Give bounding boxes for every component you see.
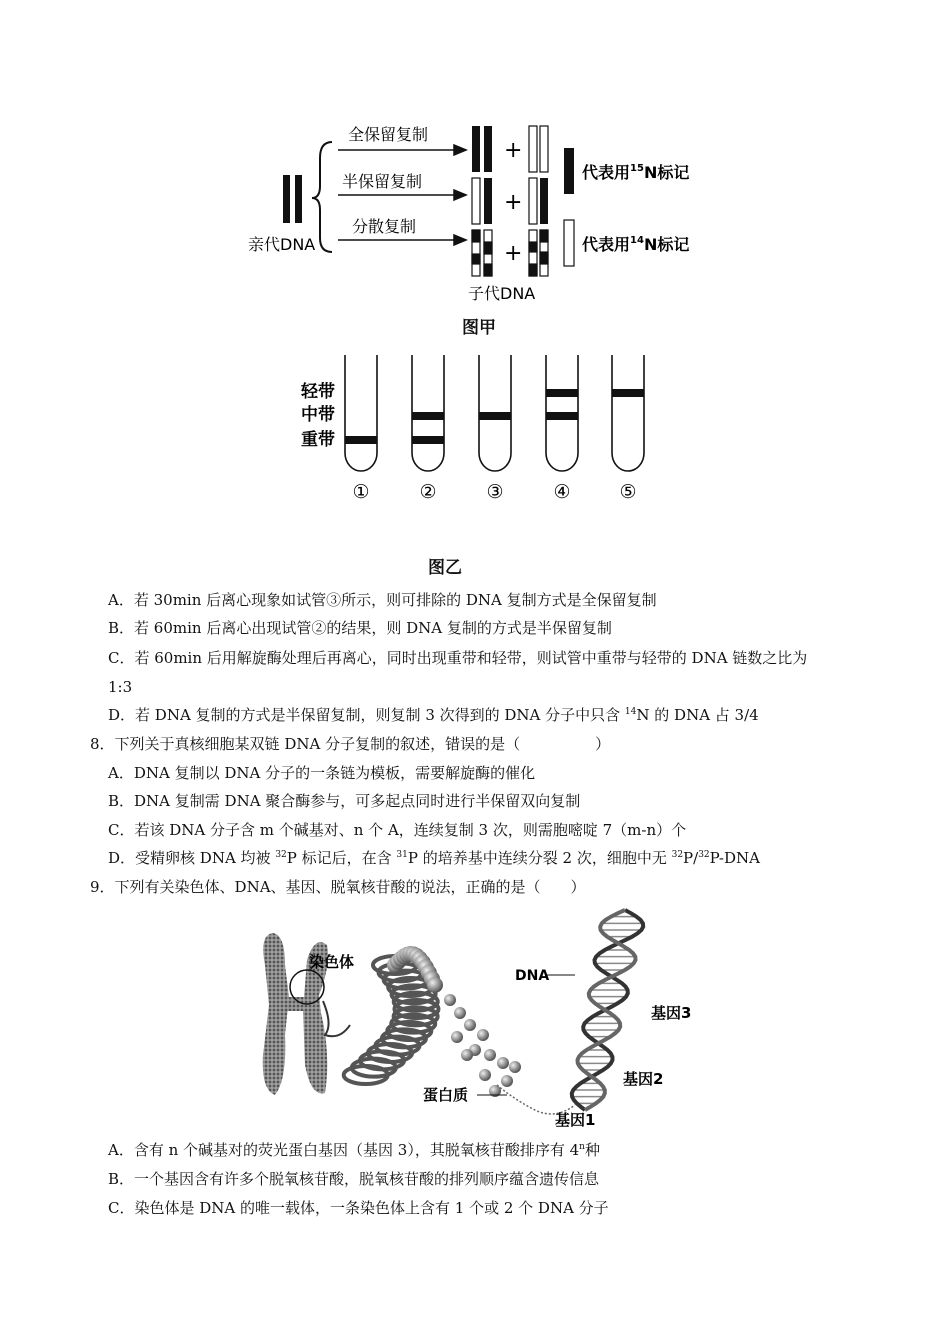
tube-number: ⑤: [619, 481, 637, 503]
nucleosome: [501, 1075, 513, 1087]
nucleosome: [444, 994, 456, 1006]
method-label-dispersive: 分散复制: [352, 217, 417, 236]
parent-dna: [283, 175, 302, 223]
dna-band: [479, 412, 511, 420]
test-tube: [612, 355, 644, 471]
test-tubes: [345, 355, 644, 503]
q8-option-c: C．若该 DNA 分子含 m 个碱基对、n 个 A，连续复制 3 次，则需胞嘧啶 7（m-n）个: [108, 821, 687, 839]
figure-jia: [240, 110, 720, 335]
supercoil-fiber: [344, 946, 443, 1084]
q9-option-b: B．一个基因含有许多个脱氧核苷酸，脱氧核苷酸的排列顺序蕴含遗传信息: [108, 1170, 600, 1188]
nucleosome: [464, 1019, 476, 1031]
figure-yi-caption: 图乙: [428, 558, 462, 578]
q7-option-b: B．若 60min 后离心出现试管②的结果，则 DNA 复制的方式是半保留复制: [108, 619, 612, 637]
tube-number: ①: [352, 481, 370, 503]
figure-yi: [295, 350, 655, 510]
legend-15n-label: 代表用$^{15}$N标记: [582, 163, 690, 182]
q9-stem: 9．下列有关染色体、DNA、基因、脱氧核苷酸的说法，正确的是（ ）: [90, 878, 586, 896]
band-label-heavy: 重带: [301, 430, 335, 450]
coil-bead: [427, 977, 443, 993]
q8-option-d: D．受精卵核 DNA 均被 $^{32}$P 标记后，在含 $^{31}$P 的培养基中连续分裂 2 次，细胞中无 $^{32}$P/$^{32}$P-DNA: [108, 849, 760, 867]
q9-option-c: C．染色体是 DNA 的唯一载体，一条染色体上含有 1 个或 2 个 DNA 分子: [108, 1199, 609, 1217]
legend-15n-swatch: [564, 148, 574, 194]
plus-sign: +: [504, 241, 523, 266]
nucleosome: [497, 1057, 509, 1069]
q7-option-c-cont: 1:3: [108, 678, 133, 696]
q9-option-a: A．含有 n 个碱基对的荧光蛋白基因（基因 3），其脱氧核苷酸排序有 4$^n$种: [108, 1141, 600, 1159]
parent-dna-label: 亲代DNA: [248, 235, 316, 254]
method-label-conservative: 全保留复制: [348, 125, 429, 144]
q7-option-d: D．若 DNA 复制的方式是半保留复制，则复制 3 次得到的 DNA 分子中只含 $^{14}$N 的 DNA 占 3/4: [108, 706, 759, 724]
label-gene1: 基因1: [555, 1111, 596, 1129]
label-chromosome: 染色体: [309, 953, 355, 971]
q8-option-b: B．DNA 复制需 DNA 聚合酶参与，可多起点同时进行半保留双向复制: [108, 792, 581, 810]
plus-sign: +: [504, 138, 523, 163]
nucleosome: [509, 1061, 521, 1073]
q8-option-a: A．DNA 复制以 DNA 分子的一条链为模板，需要解旋酶的催化: [108, 764, 536, 782]
nucleosome: [484, 1049, 496, 1061]
dna-band: [546, 412, 578, 420]
chromatin-fiber: [323, 1001, 350, 1036]
figure-jia-caption: 图甲: [462, 318, 496, 338]
dna-band: [412, 412, 444, 420]
dna-band: [546, 389, 578, 397]
chromosome-dna-figure: [245, 905, 715, 1135]
nucleosome: [454, 1007, 466, 1019]
nucleosome: [479, 1069, 491, 1081]
dna-band: [612, 389, 644, 397]
tube-number: ④: [553, 481, 571, 503]
band-label-light: 轻带: [301, 382, 335, 402]
nucleosome: [461, 1049, 473, 1061]
test-tube: [345, 355, 377, 471]
tube-number: ②: [419, 481, 437, 503]
nucleosome-beads: [444, 994, 521, 1097]
legend-14n-swatch: [564, 220, 574, 266]
dna-band: [345, 436, 377, 444]
method-label-semiconservative: 半保留复制: [342, 172, 423, 191]
nucleosome: [477, 1029, 489, 1041]
dna-band: [412, 436, 444, 444]
label-gene2: 基因2: [623, 1070, 664, 1088]
q7-option-a: A．若 30min 后离心现象如试管③所示，则可排除的 DNA 复制方式是全保留复制: [108, 591, 657, 609]
q8-stem: 8．下列关于真核细胞某双链 DNA 分子复制的叙述，错误的是（ ）: [90, 735, 611, 753]
q7-option-c: C．若 60min 后用解旋酶处理后再离心，同时出现重带和轻带，则试管中重带与轻带的 DNA 链数之比为: [108, 649, 808, 667]
band-label-middle: 中带: [301, 405, 335, 425]
dna-strand: [497, 1085, 575, 1114]
label-dna: DNA: [515, 968, 550, 984]
nucleosome: [451, 1031, 463, 1043]
label-gene3: 基因3: [651, 1004, 692, 1022]
label-protein: 蛋白质: [423, 1086, 469, 1104]
daughter-dna-label: 子代DNA: [468, 284, 536, 303]
tube-number: ③: [486, 481, 504, 503]
legend-14n-label: 代表用$^{14}$N标记: [582, 235, 690, 254]
plus-sign: +: [504, 190, 523, 215]
